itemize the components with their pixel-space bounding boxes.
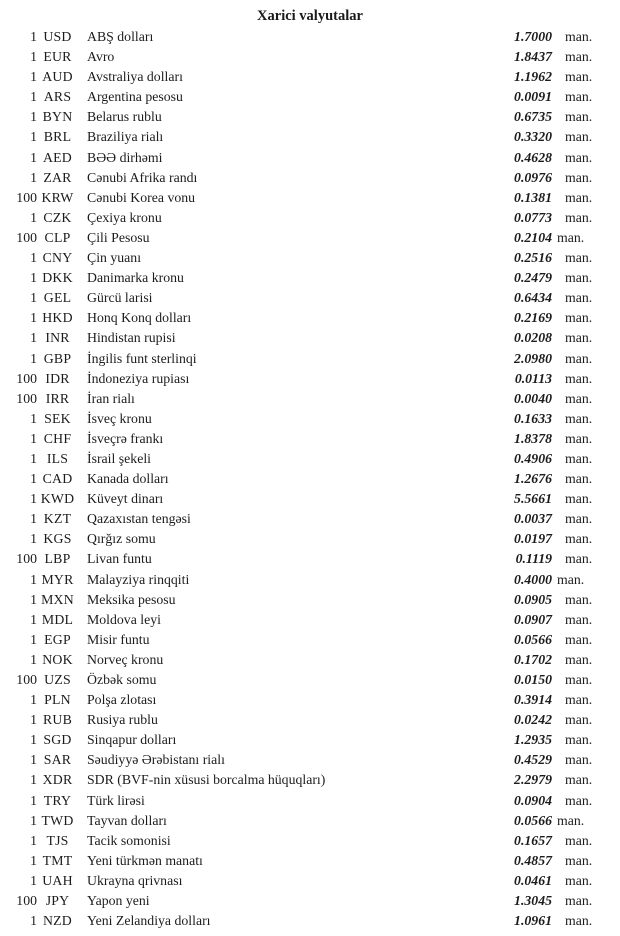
quantity-cell: 1 [30, 29, 37, 44]
currency-name-cell: Çin yuanı [87, 250, 142, 266]
table-row [0, 871, 620, 891]
currency-code-cell: MYR [41, 571, 74, 587]
table-row [0, 770, 620, 790]
rate-cell: 0.6434 [514, 290, 552, 306]
currency-code-cell: CNY [42, 250, 73, 266]
unit-cell: man. [565, 832, 593, 848]
rate-cell: 1.8378 [514, 430, 552, 446]
currency-name-cell: Çili Pesosu [87, 229, 150, 245]
quantity-cell: 1 [30, 591, 37, 607]
unit-cell: man. [565, 752, 593, 768]
table-row [0, 750, 620, 770]
quantity-cell: 1 [30, 491, 37, 507]
quantity-cell: 1 [30, 531, 37, 547]
rate-cell: 0.6735 [514, 109, 552, 125]
quantity-cell: 100 [16, 893, 37, 909]
table-row [0, 570, 620, 590]
currency-name-cell: İndoneziya rupiası [87, 370, 190, 386]
currency-code-cell: TJS [46, 832, 69, 848]
rate-cell: 0.4628 [514, 149, 552, 165]
unit-cell: man. [565, 651, 593, 667]
currency-name-cell: Çexiya kronu [87, 209, 162, 225]
currency-code-cell: ZAR [43, 169, 72, 185]
table-row [0, 791, 620, 811]
unit-cell: man. [565, 89, 593, 105]
quantity-cell: 1 [30, 872, 37, 888]
rate-cell: 0.0907 [514, 611, 552, 627]
table-row [0, 67, 620, 87]
quantity-cell: 100 [16, 370, 37, 386]
unit-cell: man. [565, 129, 593, 145]
currency-name-cell: Yeni türkmən manatı [87, 852, 203, 868]
rate-cell: 1.8437 [514, 49, 552, 65]
currency-code-cell: IDR [45, 370, 70, 386]
table-row [0, 911, 620, 931]
table-row [0, 429, 620, 449]
quantity-cell: 1 [30, 250, 37, 266]
quantity-cell: 1 [30, 611, 37, 627]
quantity-cell: 1 [30, 290, 37, 306]
currency-code-cell: RUB [43, 712, 72, 728]
currency-name-cell: Argentina pesosu [87, 89, 183, 105]
quantity-cell: 1 [30, 270, 37, 286]
unit-cell: man. [565, 471, 593, 487]
table-row [0, 529, 620, 549]
currency-code-cell: TRY [43, 792, 72, 808]
rate-cell: 1.0961 [514, 913, 552, 929]
currency-code-cell: ILS [46, 450, 69, 466]
unit-cell: man. [565, 410, 593, 426]
currency-name-cell: Honq Konq dolları [87, 310, 192, 326]
currency-name-cell: Türk lirəsi [87, 792, 145, 808]
quantity-cell: 1 [30, 752, 37, 768]
rate-cell: 0.1702 [514, 651, 552, 667]
currency-name-cell: Meksika pesosu [87, 591, 176, 607]
table-row [0, 670, 620, 690]
table-row [0, 730, 620, 750]
currency-code-cell: AED [43, 149, 72, 165]
rate-cell: 5.5661 [514, 491, 552, 507]
quantity-cell: 1 [30, 651, 37, 667]
quantity-cell: 1 [30, 852, 37, 868]
currency-name-cell: Yeni Zelandiya dolları [87, 913, 211, 929]
unit-cell: man. [565, 772, 593, 788]
page-title: Xarici valyutalar [257, 8, 363, 24]
quantity-cell: 100 [16, 672, 37, 687]
unit-cell: man. [565, 69, 593, 85]
currency-name-cell: İsveçrə frankı [87, 430, 164, 446]
currency-name-cell: Küveyt dinarı [87, 491, 164, 507]
currency-name-cell: Sinqapur dolları [87, 732, 177, 748]
unit-cell: man. [565, 611, 593, 627]
unit-cell: man. [565, 531, 593, 547]
currency-code-cell: AUD [42, 69, 73, 85]
rate-cell: 0.0150 [514, 672, 552, 687]
table-row [0, 449, 620, 469]
currency-name-cell: Misir funtu [87, 631, 150, 647]
currency-code-cell: TMT [42, 852, 73, 868]
unit-cell: man. [565, 350, 593, 366]
table-row [0, 308, 620, 328]
currency-code-cell: KRW [41, 189, 74, 205]
quantity-cell: 1 [30, 772, 37, 788]
currency-name-cell: BƏƏ dirhəmi [87, 149, 163, 165]
currency-name-cell: İran rialı [87, 390, 135, 406]
unit-cell: man. [557, 229, 585, 245]
currency-code-cell: CZK [43, 209, 72, 225]
table-row [0, 710, 620, 730]
currency-code-cell: KZT [43, 511, 72, 527]
currency-name-cell: Qazaxıstan tengəsi [87, 511, 191, 527]
rate-cell: 0.4000 [514, 571, 552, 587]
table-row [0, 409, 620, 429]
quantity-cell: 1 [30, 812, 37, 828]
rate-cell: 0.3914 [514, 692, 552, 708]
currency-code-cell: EGP [44, 631, 71, 647]
currency-code-cell: KGS [43, 531, 72, 547]
rate-cell: 0.4857 [514, 852, 552, 868]
currency-code-cell: CAD [42, 471, 73, 487]
unit-cell: man. [565, 551, 593, 567]
quantity-cell: 1 [30, 692, 37, 708]
currency-code-cell: GEL [43, 290, 72, 306]
unit-cell: man. [565, 450, 593, 466]
currency-name-cell: Polşa zlotası [87, 692, 157, 708]
unit-cell: man. [565, 591, 593, 607]
currency-name-cell: İsrail şekeli [87, 450, 151, 466]
currency-code-cell: KWD [40, 491, 75, 507]
table-row [0, 509, 620, 529]
rate-cell: 0.0566 [514, 631, 552, 647]
rate-cell: 0.2516 [514, 250, 552, 266]
rate-cell: 0.0091 [514, 89, 552, 105]
rate-cell: 0.0773 [514, 209, 552, 225]
unit-cell: man. [565, 390, 593, 406]
currency-code-cell: IRR [45, 390, 70, 406]
currency-name-cell: SDR (BVF-nin xüsusi borcalma hüquqları) [87, 772, 326, 788]
rate-cell: 0.0904 [514, 792, 552, 808]
currency-code-cell: EUR [43, 49, 72, 65]
currency-code-cell: CHF [43, 430, 72, 446]
rate-cell: 0.0040 [514, 390, 552, 406]
table-row [0, 630, 620, 650]
quantity-cell: 1 [30, 712, 37, 728]
unit-cell: man. [565, 250, 593, 266]
table-row [0, 690, 620, 710]
table-row [0, 208, 620, 228]
quantity-cell: 1 [30, 209, 37, 225]
rate-cell: 0.4906 [514, 450, 552, 466]
currency-name-cell: Ukrayna qrivnası [87, 872, 183, 888]
rate-cell: 1.7000 [514, 29, 552, 44]
unit-cell: man. [565, 149, 593, 165]
rate-cell: 0.3320 [514, 129, 552, 145]
unit-cell: man. [565, 491, 593, 507]
currency-code-cell: MDL [41, 611, 74, 627]
unit-cell: man. [557, 571, 585, 587]
unit-cell: man. [565, 913, 593, 929]
quantity-cell: 1 [30, 511, 37, 527]
unit-cell: man. [565, 310, 593, 326]
quantity-cell: 1 [30, 350, 37, 366]
currency-code-cell: SEK [44, 410, 71, 426]
table-row [0, 549, 620, 569]
unit-cell: man. [565, 692, 593, 708]
currency-code-cell: SAR [43, 752, 72, 768]
table-row [0, 87, 620, 107]
currency-name-cell: İsveç kronu [87, 410, 152, 426]
unit-cell: man. [565, 49, 593, 65]
rate-cell: 0.0976 [514, 169, 552, 185]
quantity-cell: 1 [30, 631, 37, 647]
rate-cell: 0.0566 [514, 812, 552, 828]
currency-code-cell: HKD [42, 310, 73, 326]
unit-cell: man. [565, 189, 593, 205]
currency-code-cell: CLP [44, 229, 71, 245]
rate-cell: 2.2979 [514, 772, 552, 788]
quantity-cell: 1 [30, 732, 37, 748]
rate-cell: 1.1962 [514, 69, 552, 85]
unit-cell: man. [565, 209, 593, 225]
table-row [0, 610, 620, 630]
currency-table [0, 27, 620, 931]
unit-cell: man. [565, 270, 593, 286]
table-row [0, 168, 620, 188]
unit-cell: man. [565, 430, 593, 446]
rate-cell: 1.3045 [514, 893, 552, 909]
currency-name-cell: Özbək somu [87, 672, 157, 687]
table-row [0, 188, 620, 208]
rate-cell: 2.0980 [514, 350, 552, 366]
unit-cell: man. [565, 370, 593, 386]
rate-cell: 0.2104 [514, 229, 552, 245]
currency-code-cell: UAH [42, 872, 73, 888]
currency-code-cell: XDR [42, 772, 73, 788]
currency-name-cell: İngilis funt sterlinqi [87, 350, 197, 366]
unit-cell: man. [565, 290, 593, 306]
rate-cell: 0.1657 [514, 832, 552, 848]
quantity-cell: 1 [30, 471, 37, 487]
quantity-cell: 1 [30, 450, 37, 466]
rate-cell: 0.0242 [514, 712, 552, 728]
table-row [0, 27, 620, 47]
unit-cell: man. [565, 169, 593, 185]
unit-cell: man. [565, 792, 593, 808]
currency-name-cell: ABŞ dolları [87, 29, 154, 44]
table-row [0, 389, 620, 409]
table-row [0, 268, 620, 288]
currency-name-cell: Rusiya rublu [87, 712, 158, 728]
rate-cell: 0.2479 [514, 270, 552, 286]
table-row [0, 228, 620, 248]
quantity-cell: 100 [16, 390, 37, 406]
table-row [0, 288, 620, 308]
quantity-cell: 100 [16, 551, 37, 567]
currency-name-cell: Belarus rublu [87, 109, 162, 125]
rate-cell: 0.0905 [514, 591, 552, 607]
currency-name-cell: Qırğız somu [87, 531, 156, 547]
currency-code-cell: PLN [44, 692, 71, 708]
quantity-cell: 1 [30, 330, 37, 346]
quantity-cell: 1 [30, 913, 37, 929]
quantity-cell: 1 [30, 89, 37, 105]
table-row [0, 107, 620, 127]
currency-name-cell: Tacik somonisi [87, 832, 171, 848]
rate-cell: 0.1119 [515, 551, 552, 567]
currency-code-cell: TWD [41, 812, 74, 828]
quantity-cell: 1 [30, 109, 37, 125]
table-row [0, 349, 620, 369]
table-row [0, 851, 620, 871]
currency-name-cell: Yapon yeni [87, 893, 150, 909]
rate-cell: 0.0208 [514, 330, 552, 346]
rate-cell: 0.0197 [514, 531, 552, 547]
quantity-cell: 1 [30, 69, 37, 85]
unit-cell: man. [565, 893, 593, 909]
currency-code-cell: NZD [43, 913, 72, 929]
rate-cell: 0.1633 [514, 410, 552, 426]
table-row [0, 369, 620, 389]
table-row [0, 891, 620, 911]
table-row [0, 590, 620, 610]
currency-name-cell: Cənubi Korea vonu [87, 189, 196, 205]
currency-name-cell: Norveç kronu [87, 651, 164, 667]
currency-name-cell: Braziliya rialı [87, 129, 164, 145]
currency-code-cell: MXN [41, 591, 74, 607]
table-row [0, 47, 620, 67]
unit-cell: man. [565, 732, 593, 748]
currency-code-cell: UZS [44, 672, 71, 687]
rate-cell: 0.0461 [514, 872, 552, 888]
unit-cell: man. [565, 29, 593, 44]
quantity-cell: 1 [30, 149, 37, 165]
rate-cell: 1.2935 [514, 732, 552, 748]
quantity-cell: 1 [30, 49, 37, 65]
currency-name-cell: Malayziya rinqqiti [87, 571, 190, 587]
quantity-cell: 1 [30, 832, 37, 848]
currency-code-cell: SGD [43, 732, 72, 748]
unit-cell: man. [565, 852, 593, 868]
currency-name-cell: Cənubi Afrika randı [87, 169, 198, 185]
quantity-cell: 1 [30, 169, 37, 185]
currency-code-cell: LBP [44, 551, 71, 567]
rate-cell: 0.0113 [514, 370, 552, 386]
currency-name-cell: Səudiyyə Ərəbistanı rialı [87, 752, 225, 768]
currency-code-cell: ARS [43, 89, 72, 105]
rate-cell: 0.0037 [514, 511, 552, 527]
currency-name-cell: Avro [87, 49, 115, 65]
unit-cell: man. [557, 812, 585, 828]
unit-cell: man. [565, 631, 593, 647]
table-row [0, 148, 620, 168]
table-row [0, 811, 620, 831]
table-row [0, 127, 620, 147]
rate-cell: 0.1381 [514, 189, 552, 205]
currency-name-cell: Kanada dolları [87, 471, 169, 487]
unit-cell: man. [565, 672, 593, 687]
currency-name-cell: Avstraliya dolları [87, 69, 183, 85]
currency-code-cell: GBP [43, 350, 72, 366]
rate-cell: 0.4529 [514, 752, 552, 768]
unit-cell: man. [565, 511, 593, 527]
unit-cell: man. [565, 330, 593, 346]
table-row [0, 248, 620, 268]
rate-cell: 1.2676 [514, 471, 552, 487]
unit-cell: man. [565, 712, 593, 728]
table-row [0, 469, 620, 489]
quantity-cell: 1 [30, 410, 37, 426]
currency-name-cell: Livan funtu [87, 551, 152, 567]
currency-code-cell: USD [43, 29, 72, 44]
quantity-cell: 100 [16, 189, 37, 205]
quantity-cell: 1 [30, 571, 37, 587]
currency-code-cell: BRL [43, 129, 72, 145]
currency-code-cell: INR [45, 330, 70, 346]
table-row [0, 650, 620, 670]
currency-name-cell: Hindistan rupisi [87, 330, 176, 346]
unit-cell: man. [565, 872, 593, 888]
quantity-cell: 1 [30, 792, 37, 808]
currency-code-cell: JPY [45, 893, 70, 909]
currency-code-cell: DKK [42, 270, 73, 286]
rate-cell: 0.2169 [514, 310, 552, 326]
currency-name-cell: Danimarka kronu [87, 270, 184, 286]
currency-name-cell: Gürcü larisi [87, 290, 153, 306]
table-row [0, 831, 620, 851]
currency-name-cell: Tayvan dolları [87, 812, 167, 828]
quantity-cell: 1 [30, 129, 37, 145]
table-row [0, 489, 620, 509]
currency-code-cell: BYN [42, 109, 73, 125]
currency-code-cell: NOK [42, 651, 73, 667]
currency-name-cell: Moldova leyi [87, 611, 161, 627]
quantity-cell: 1 [30, 430, 37, 446]
unit-cell: man. [565, 109, 593, 125]
table-row [0, 328, 620, 348]
quantity-cell: 100 [16, 229, 37, 245]
quantity-cell: 1 [30, 310, 37, 326]
